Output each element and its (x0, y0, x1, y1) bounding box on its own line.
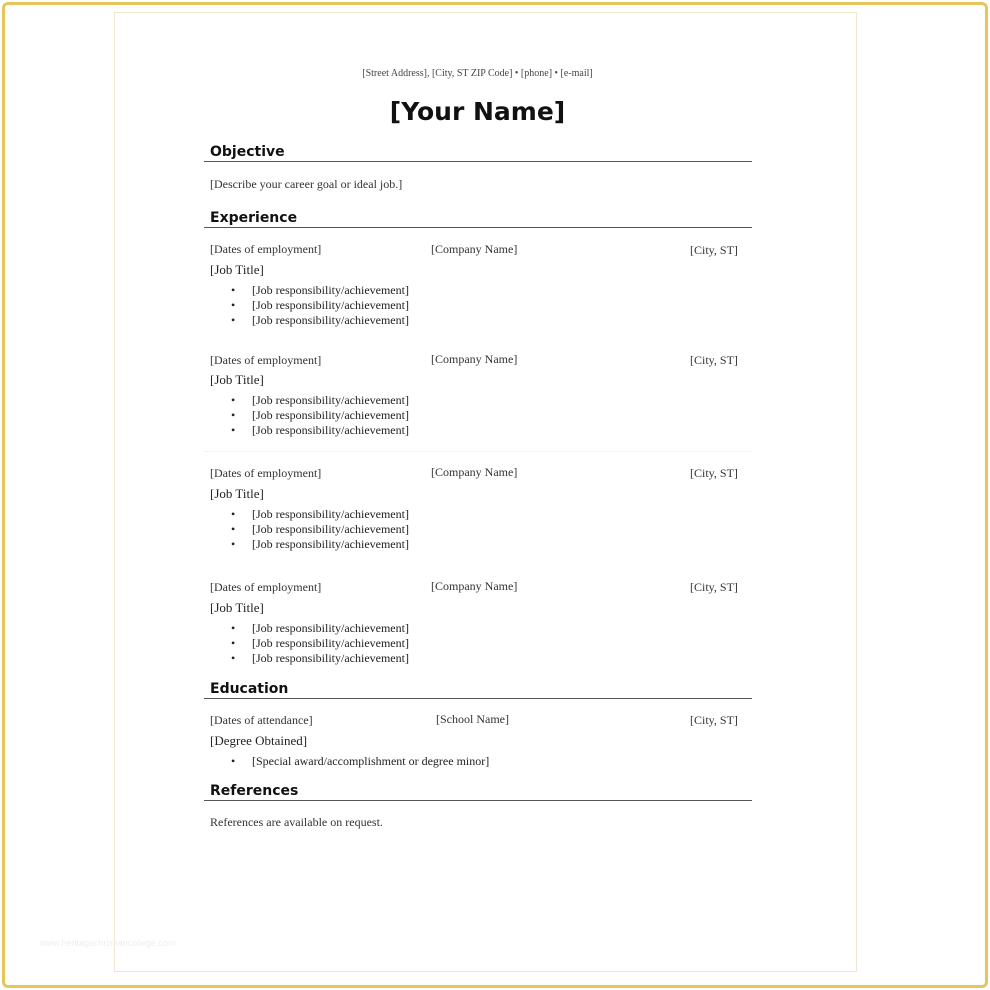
objective-heading: Objective (210, 144, 285, 160)
education-bullet-text: [Special award/accomplishment or degree minor] (252, 754, 490, 768)
education-rule (204, 698, 752, 699)
job-bullet-text: [Job responsibility/achievement] (252, 651, 409, 665)
education-degree: [Degree Obtained] (210, 733, 308, 748)
bullet-dot: • (231, 754, 236, 768)
bullet-dot: • (231, 423, 236, 437)
job-bullet-text: [Job responsibility/achievement] (252, 537, 409, 551)
objective-text: [Describe your career goal or ideal job.] (210, 177, 403, 191)
job-title: [Job Title] (210, 372, 264, 387)
job-title: [Job Title] (210, 600, 264, 615)
job-dates: [Dates of employment] (210, 580, 322, 594)
job-company: [Company Name] (431, 242, 518, 256)
references-text: References are available on request. (210, 815, 383, 829)
bullet-dot: • (231, 283, 236, 297)
education-bullet (231, 754, 489, 769)
job-bullet (231, 537, 409, 552)
job-title: [Job Title] (210, 262, 264, 277)
divider (204, 451, 752, 452)
job-company: [Company Name] (431, 352, 518, 366)
job-location: [City, ST] (690, 580, 738, 594)
objective-rule (204, 161, 752, 162)
job-bullet (231, 283, 409, 298)
job-title: [Job Title] (210, 486, 264, 501)
job-bullet-text: [Job responsibility/achievement] (252, 393, 409, 407)
watermark: www.heritagechristiancollege.com (40, 938, 176, 948)
bullet-dot: • (231, 636, 236, 650)
job-dates: [Dates of employment] (210, 466, 322, 480)
job-dates: [Dates of employment] (210, 353, 322, 367)
job-bullet (231, 507, 409, 522)
experience-rule (204, 227, 752, 228)
job-bullet-text: [Job responsibility/achievement] (252, 283, 409, 297)
job-bullet-text: [Job responsibility/achievement] (252, 423, 409, 437)
bullet-dot: • (231, 522, 236, 536)
contact-line: [Street Address], [City, ST ZIP Code] • [phone] • [e-mail] (362, 68, 593, 79)
job-bullet (231, 298, 409, 313)
bullet-dot: • (231, 393, 236, 407)
job-bullet (231, 621, 409, 636)
job-bullet-text: [Job responsibility/achievement] (252, 507, 409, 521)
bullet-dot: • (231, 408, 236, 422)
experience-heading: Experience (210, 210, 298, 226)
job-bullet (231, 393, 409, 408)
job-bullet-text: [Job responsibility/achievement] (252, 408, 409, 422)
bullet-dot: • (231, 507, 236, 521)
education-school: [School Name] (436, 712, 509, 726)
bullet-dot: • (231, 537, 236, 551)
job-dates: [Dates of employment] (210, 242, 322, 256)
bullet-dot: • (231, 313, 236, 327)
education-location: [City, ST] (690, 713, 738, 727)
bullet-dot: • (231, 651, 236, 665)
bullet-dot: • (231, 621, 236, 635)
job-bullet-text: [Job responsibility/achievement] (252, 522, 409, 536)
job-location: [City, ST] (690, 466, 738, 480)
job-company: [Company Name] (431, 465, 518, 479)
job-location: [City, ST] (690, 243, 738, 257)
job-bullet-text: [Job responsibility/achievement] (252, 636, 409, 650)
job-bullet (231, 522, 409, 537)
education-dates: [Dates of attendance] (210, 713, 313, 727)
job-bullet (231, 636, 409, 651)
job-company: [Company Name] (431, 579, 518, 593)
job-bullet-text: [Job responsibility/achievement] (252, 621, 409, 635)
references-rule (204, 800, 752, 801)
job-bullet (231, 423, 409, 438)
job-bullet (231, 408, 409, 423)
job-location: [City, ST] (690, 353, 738, 367)
job-bullet (231, 313, 409, 328)
job-bullet (231, 651, 409, 666)
bullet-dot: • (231, 298, 236, 312)
job-bullet-text: [Job responsibility/achievement] (252, 298, 409, 312)
job-bullet-text: [Job responsibility/achievement] (252, 313, 409, 327)
education-heading: Education (210, 681, 289, 697)
references-heading: References (210, 783, 299, 799)
applicant-name: [Your Name] (389, 97, 566, 126)
